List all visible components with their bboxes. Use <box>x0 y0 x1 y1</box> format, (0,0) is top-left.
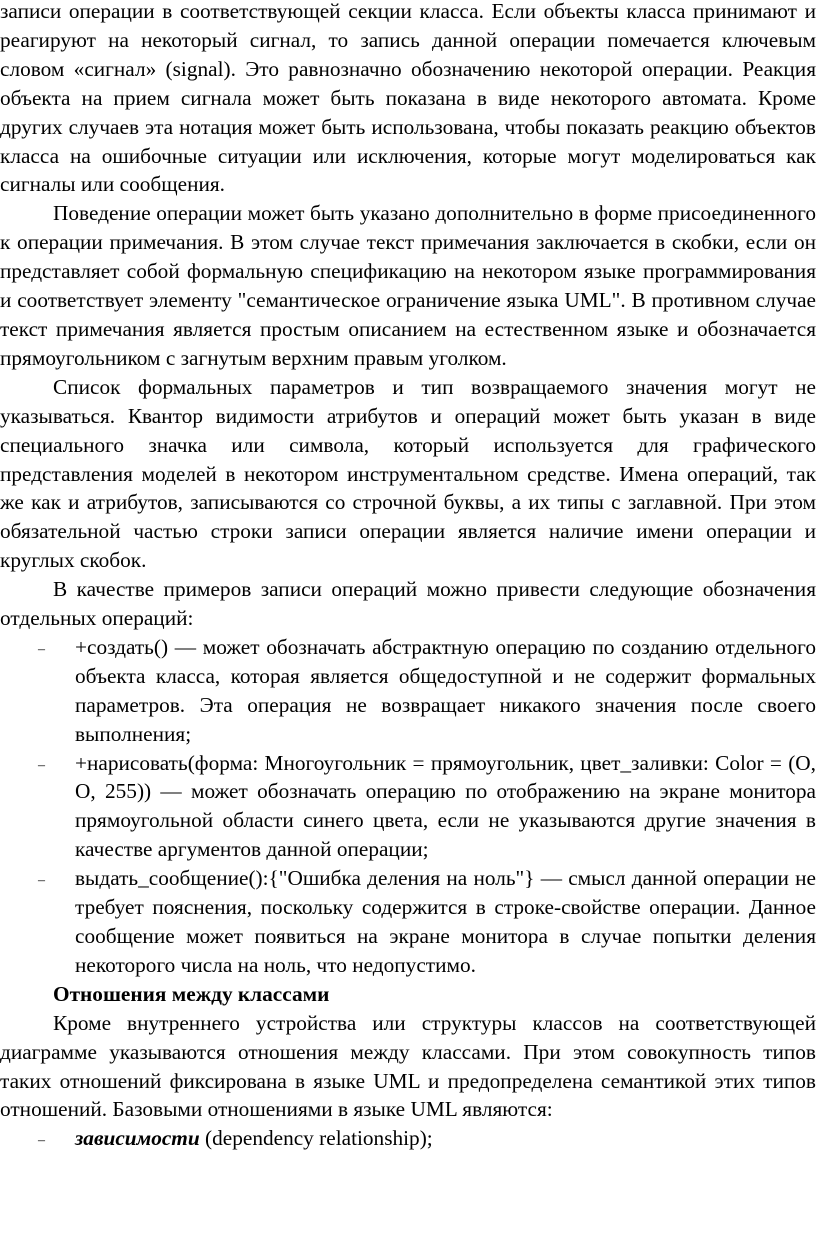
list-item-text: +создать() — может обозначать абстрактную операцию по созданию отдельного объекта класса, которая является общедоступной и не содержит формальных параметров. Эта операция не возвращает никакого значения после своего выполнения; <box>75 634 816 746</box>
paragraph-signal-operations: записи операции в соответствующей секции класса. Если объекты класса принимают и реагируют на некоторый сигнал, то запись данной операции помечается ключевым словом «сигнал» (signal). Это равнозначно обозначению некоторой операции. Реакция объекта на прием сигнала может быть показана в виде некоторого автомата. Кроме других случаев эта нотация может быть использована, чтобы показать реакцию объектов класса на ошибочные ситуации или исключения, которые могут моделироваться как сигналы или сообщения. <box>0 0 816 197</box>
operation-examples-list <box>0 633 816 980</box>
paragraph-operation-behavior: Поведение операции может быть указано дополнительно в форме присоединенного к операции примечания. В этом случае текст примечания заключается в скобки, если он представляет собой формальную спецификацию на некотором языке программирования и соответствует элементу "семантическое ограничение языка UML". В противном случае текст примечания является простым описанием на естественном языке и обозначается прямоугольником с загнутым верхним правым уголком. <box>0 201 816 370</box>
list-item <box>0 749 816 865</box>
list-dash: – <box>38 1133 45 1149</box>
relation-term: зависимости <box>75 1126 200 1151</box>
list-item <box>0 864 816 980</box>
section-heading: Отношения между классами <box>53 981 330 1006</box>
list-dash: – <box>38 873 45 889</box>
list-item-text: выдать_сообщение():{"Ошибка деления на ноль"} — смысл данной операции не требует пояснения, поскольку содержится в строке-свойстве операции. Данное сообщение может появиться на экране монитора в случае попытки деления некоторого числа на ноль, что недопустимо. <box>75 866 816 977</box>
relations-list <box>0 1124 816 1153</box>
list-dash: – <box>38 757 45 773</box>
paragraph-parameters-visibility: Список формальных параметров и тип возвращаемого значения могут не указываться. Квантор видимости атрибутов и операций может быть указан в виде специального значка или символа, который используется для графического представления моделей в некотором инструментальном средстве. Имена операций, так же как и атрибутов, записываются со строчной буквы, а их типы с заглавной. При этом обязательной частью строки записи операции является наличие имени операции и круглых скобок. <box>0 374 816 573</box>
list-item <box>0 633 816 749</box>
paragraph-examples-intro: В качестве примеров записи операций можно привести следующие обозначения отдельных операций: <box>0 577 816 631</box>
paragraph-class-relations: Кроме внутреннего устройства или структуры классов на соответствующей диаграмме указываются отношения между классами. При этом совокупность типов таких отношений фиксирована в языке UML и предопределена семантикой этих типов отношений. Базовыми отношениями в языке UML являются: <box>0 1010 816 1122</box>
relation-description: (dependency relationship); <box>199 1126 433 1151</box>
list-item <box>0 1124 816 1153</box>
list-dash: – <box>38 641 45 657</box>
list-item-text: +нарисовать(форма: Многоугольник = прямоугольник, цвет_заливки: Color = (О, О, 255)) — может обозначать операцию по отображению на экране монитора прямоугольной области синего цвета, если не указываются другие значения в качестве аргументов данной операции; <box>75 750 816 862</box>
